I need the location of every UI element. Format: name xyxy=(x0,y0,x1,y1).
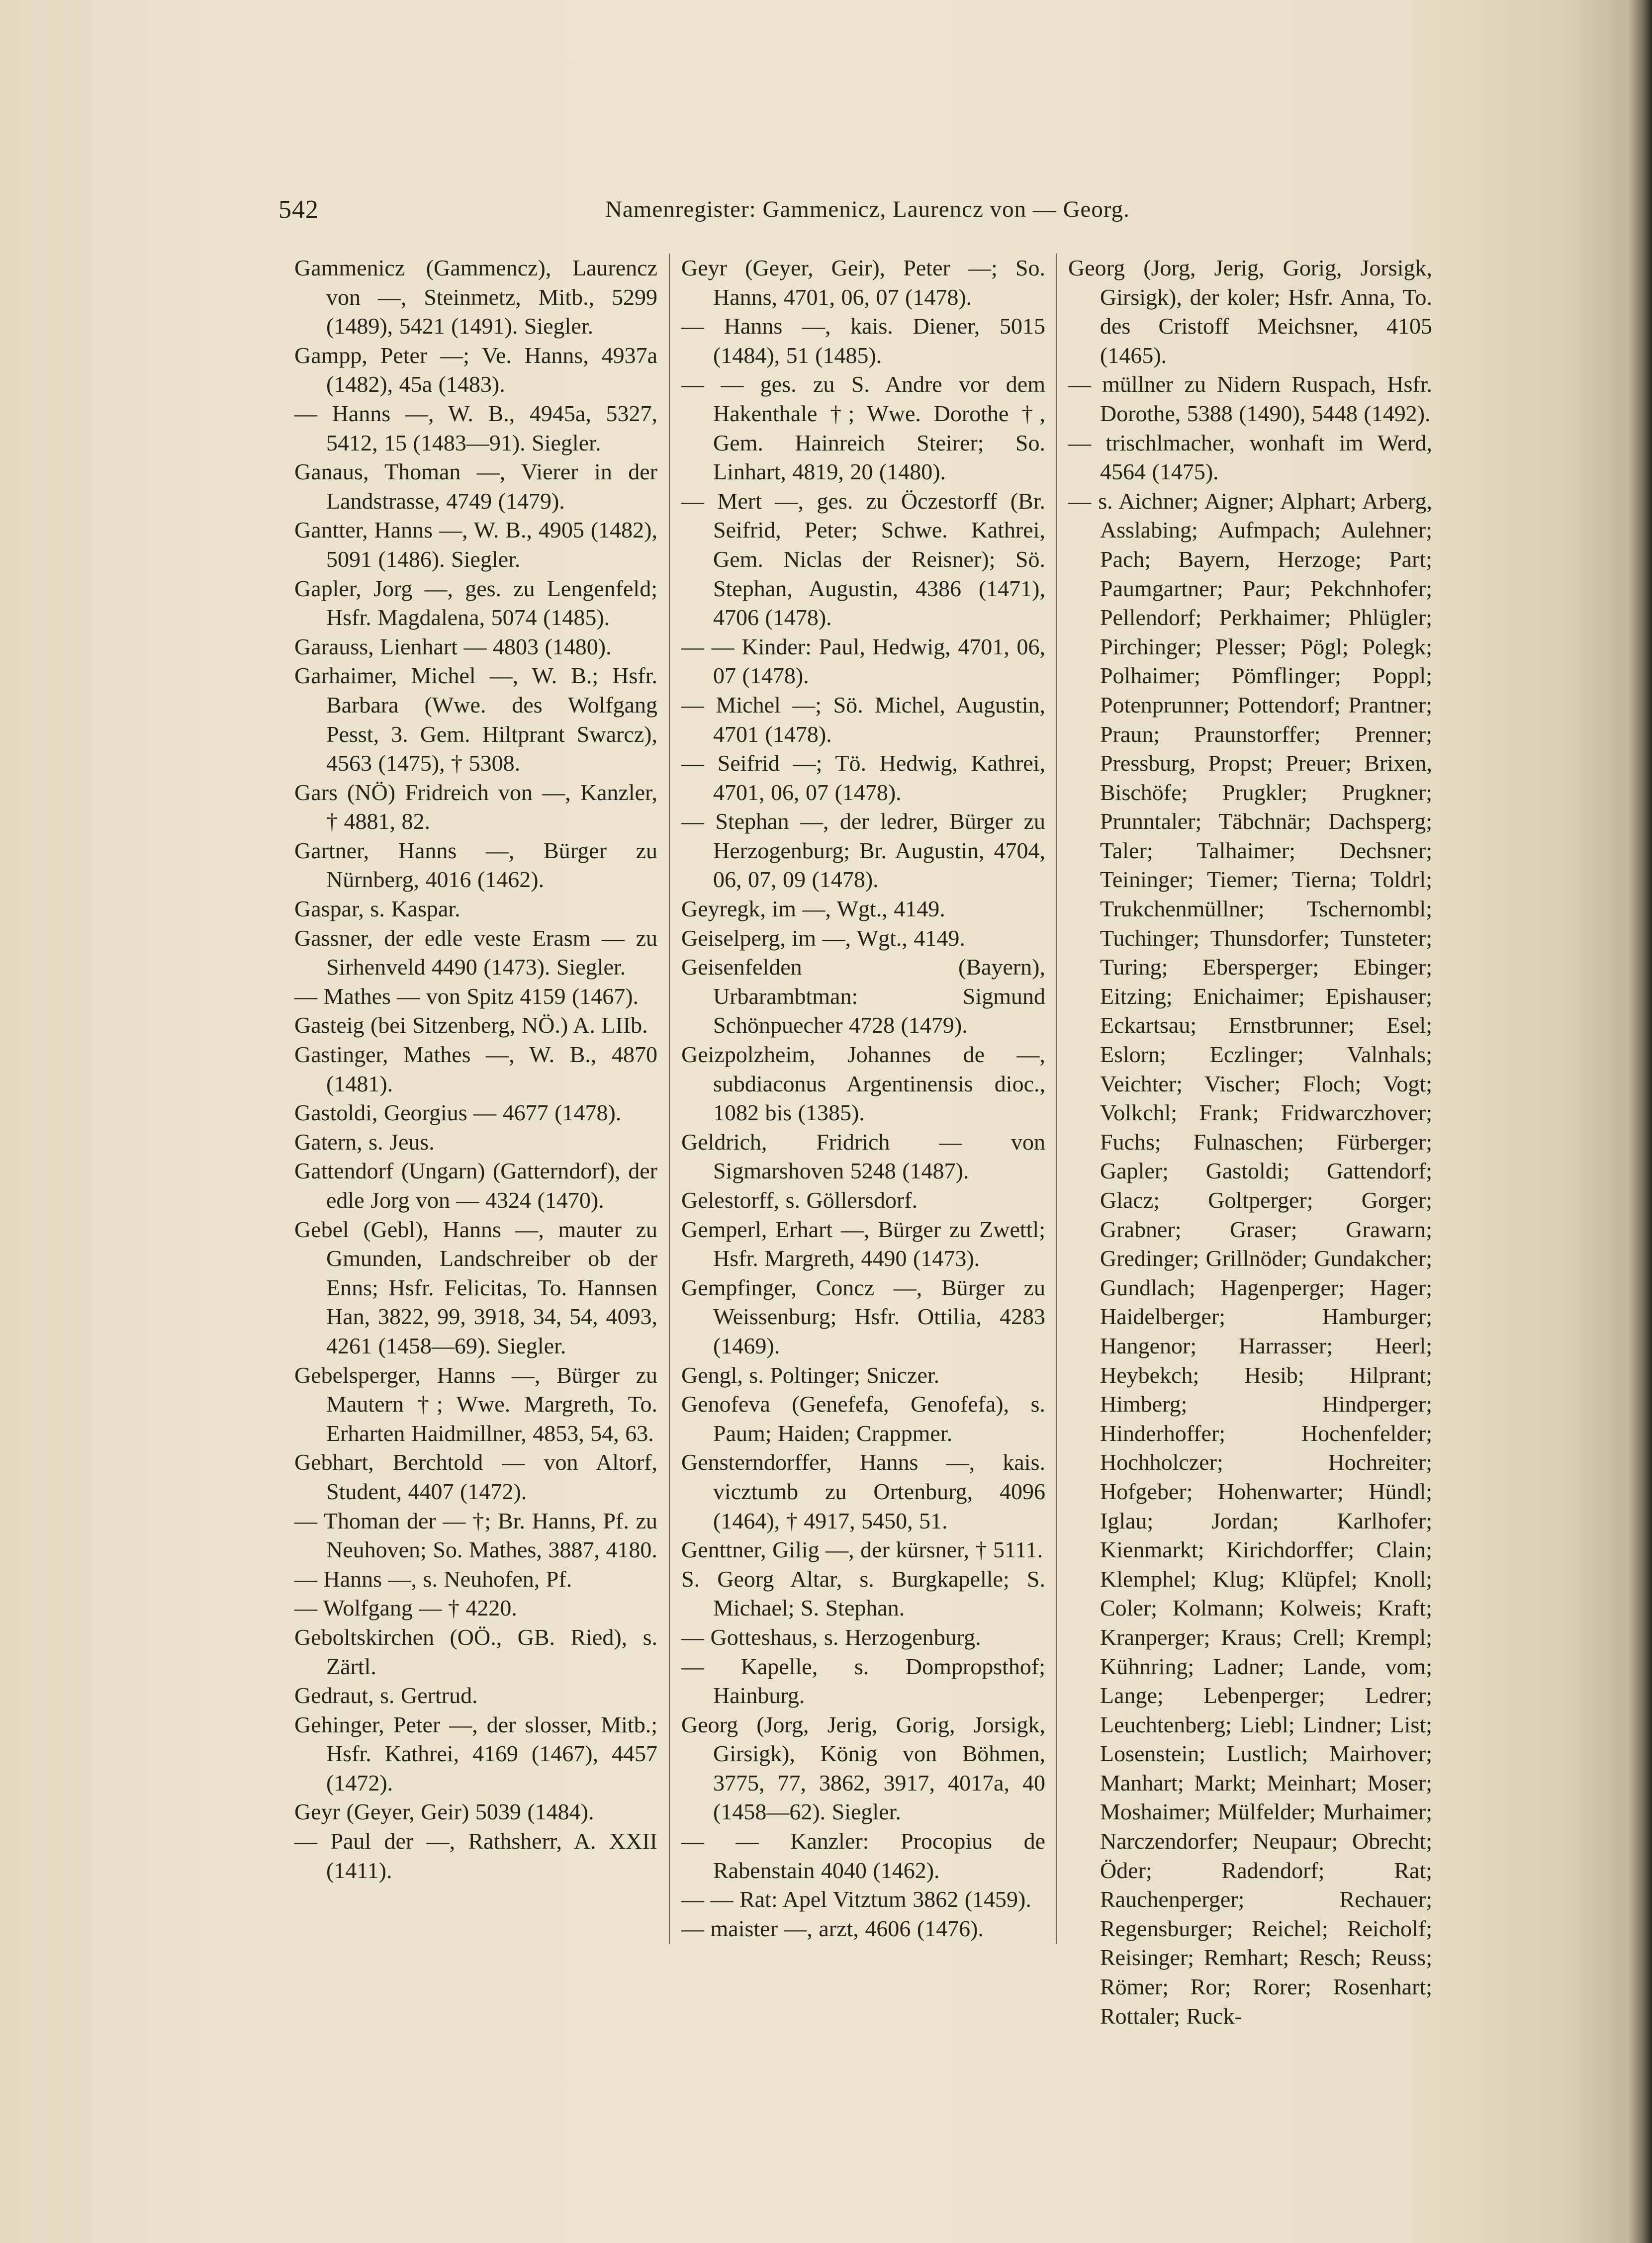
index-entry: Genofeva (Genefefa, Genofefa), s. Paum; Haiden; Crappmer. xyxy=(681,1391,1045,1446)
index-entry: — maister —, arzt, 4606 (1476). xyxy=(681,1915,984,1941)
index-entry: — Kapelle, s. Dompropsthof; Hainburg. xyxy=(681,1653,1045,1708)
index-entry: Georg (Jorg, Jerig, Gorig, Jorsigk, Girsigk), König von Böhmen, 3775, 77, 3862, 3917, 4017a, 40 (1458—62). Siegler. xyxy=(681,1711,1045,1825)
index-entry: — — ges. zu S. Andre vor dem Hakenthale †; Wwe. Dorothe †, Gem. Hainreich Steirer; So. Linhart, 4819, 20 (1480). xyxy=(681,371,1045,485)
index-entry: Gapler, Jorg —, ges. zu Lengenfeld; Hsfr. Magdalena, 5074 (1485). xyxy=(294,575,657,630)
index-entry: Gasteig (bei Sitzenberg, NÖ.) A. LIIb. xyxy=(294,1012,648,1038)
page-number: 542 xyxy=(278,195,319,224)
column-2 xyxy=(681,254,1045,1943)
index-entry: — Paul der —, Rathsherr, A. XXII (1411). xyxy=(294,1828,657,1883)
index-entry: Geyr (Geyer, Geir) 5039 (1484). xyxy=(294,1799,594,1825)
index-entry: Gastinger, Mathes —, W. B., 4870 (1481). xyxy=(294,1042,657,1096)
index-entry: Gebelsperger, Hanns —, Bürger zu Mautern †; Wwe. Margreth, To. Erharten Haidmillner, 4853, 54, 63. xyxy=(294,1362,657,1446)
book-binding-edge xyxy=(1627,0,1652,2243)
index-entry: Gempfinger, Concz —, Bürger zu Weissenburg; Hsfr. Ottilia, 4283 (1469). xyxy=(681,1274,1045,1358)
column-1 xyxy=(294,254,657,1885)
index-entry: Gampp, Peter —; Ve. Hanns, 4937a (1482), 45a (1483). xyxy=(294,342,657,397)
index-entry: S. Georg Altar, s. Burgkapelle; S. Michael; S. Stephan. xyxy=(681,1566,1045,1621)
index-entry: Gensterndorffer, Hanns —, kais. vicztumb zu Ortenburg, 4096 (1464), † 4917, 5450, 51. xyxy=(681,1449,1045,1533)
index-entry: — müllner zu Nidern Ruspach, Hsfr. Dorothe, 5388 (1490), 5448 (1492). xyxy=(1068,371,1432,426)
index-entry: Gatern, s. Jeus. xyxy=(294,1129,435,1155)
index-entry: — Hanns —, kais. Diener, 5015 (1484), 51 (1485). xyxy=(681,313,1045,368)
index-entry: — Thoman der — †; Br. Hanns, Pf. zu Neuhoven; So. Mathes, 3887, 4180. xyxy=(294,1508,657,1563)
column-rule xyxy=(669,254,670,1944)
index-entry: Gastoldi, Georgius — 4677 (1478). xyxy=(294,1100,622,1126)
index-entry: Gartner, Hanns —, Bürger zu Nürnberg, 4016 (1462). xyxy=(294,837,657,893)
page-header xyxy=(278,195,1174,240)
index-entry: — Mert —, ges. zu Öczestorff (Br. Seifrid, Peter; Schwe. Kathrei, Gem. Niclas der Reisner); Sö. Stephan, Augustin, 4386 (1471), 4706 (1478). xyxy=(681,488,1045,630)
index-entry: Georg (Jorg, Jerig, Gorig, Jorsigk, Girsigk), der koler; Hsfr. Anna, To. des Cristoff Meichsner, 4105 (1465). xyxy=(1068,255,1432,368)
index-entry: Gedraut, s. Gertrud. xyxy=(294,1683,478,1708)
index-entry: Geisenfelden (Bayern), Urbarambtman: Sigmund Schönpuecher 4728 (1479). xyxy=(681,954,1045,1038)
index-entry: Gemperl, Erhart —, Bürger zu Zwettl; Hsfr. Margreth, 4490 (1473). xyxy=(681,1216,1045,1271)
index-entry: Geboltskirchen (OÖ., GB. Ried), s. Zärtl. xyxy=(294,1624,657,1679)
index-entry: Geyr (Geyer, Geir), Peter —; So. Hanns, 4701, 06, 07 (1478). xyxy=(681,255,1045,310)
index-entry: — Michel —; Sö. Michel, Augustin, 4701 (1478). xyxy=(681,692,1045,747)
index-entry: Gammenicz (Gammencz), Laurencz von —, Steinmetz, Mitb., 5299 (1489), 5421 (1491). Siegler. xyxy=(294,255,657,339)
column-rule xyxy=(1056,254,1057,1944)
index-entry: Garhaimer, Michel —, W. B.; Hsfr. Barbara (Wwe. des Wolfgang Pesst, 3. Gem. Hiltprant Swarcz), 4563 (1475), † 5308. xyxy=(294,663,657,776)
index-entry: — Stephan —, der ledrer, Bürger zu Herzogenburg; Br. Augustin, 4704, 06, 07, 09 (1478). xyxy=(681,808,1045,893)
index-entry: — Seifrid —; Tö. Hedwig, Kathrei, 4701, 06, 07 (1478). xyxy=(681,750,1045,805)
index-entry: Geiselperg, im —, Wgt., 4149. xyxy=(681,925,965,951)
index-entry: Gebel (Gebl), Hanns —, mauter zu Gmunden, Landschreiber ob der Enns; Hsfr. Felicitas, To. Hannsen Han, 3822, 99, 3918, 34, 54, 4093, 4261 (1458—69). Siegler. xyxy=(294,1216,657,1358)
index-entry: — Mathes — von Spitz 4159 (1467). xyxy=(294,983,639,1009)
index-entry: Geyregk, im —, Wgt., 4149. xyxy=(681,896,945,922)
index-entry: Geldrich, Fridrich — von Sigmarshoven 5248 (1487). xyxy=(681,1129,1045,1184)
index-entry: Gebhart, Berchtold — von Altorf, Student, 4407 (1472). xyxy=(294,1449,657,1504)
index-entry: — — Kanzler: Procopius de Rabenstain 4040 (1462). xyxy=(681,1828,1045,1883)
index-entry: Gattendorf (Ungarn) (Gatterndorf), der edle Jorg von — 4324 (1470). xyxy=(294,1158,657,1213)
column-3 xyxy=(1068,254,1432,2031)
index-entry: Gantter, Hanns —, W. B., 4905 (1482), 5091 (1486). Siegler. xyxy=(294,517,657,572)
index-entry: Garauss, Lienhart — 4803 (1480). xyxy=(294,633,612,659)
index-entry: Gaspar, s. Kaspar. xyxy=(294,896,460,922)
index-entry: — Hanns —, s. Neuhofen, Pf. xyxy=(294,1566,572,1592)
index-entry: Gars (NÖ) Fridreich von —, Kanzler, † 4881, 82. xyxy=(294,779,657,834)
index-entry: Gassner, der edle veste Erasm — zu Sirhenveld 4490 (1473). Siegler. xyxy=(294,925,657,980)
index-entry: Gelestorff, s. Göllersdorf. xyxy=(681,1187,918,1213)
index-entry: — Gotteshaus, s. Herzogenburg. xyxy=(681,1624,981,1650)
index-entry: — Hanns —, W. B., 4945a, 5327, 5412, 15 (1483—91). Siegler. xyxy=(294,400,657,455)
index-entry: — — Kinder: Paul, Hedwig, 4701, 06, 07 (1478). xyxy=(681,633,1045,689)
index-entry: Gengl, s. Poltinger; Sniczer. xyxy=(681,1362,940,1388)
index-entry: Genttner, Gilig —, der kürsner, † 5111. xyxy=(681,1537,1043,1563)
index-entry: — trischlmacher, wonhaft im Werd, 4564 (1475). xyxy=(1068,430,1432,485)
running-title: Namenregister: Gammenicz, Laurencz von — Georg. xyxy=(605,196,1130,222)
index-entry: Geizpolzheim, Johannes de —, subdiaconus Argentinensis dioc., 1082 bis (1385). xyxy=(681,1042,1045,1126)
index-entry: Gehinger, Peter —, der slosser, Mitb.; Hsfr. Kathrei, 4169 (1467), 4457 (1472). xyxy=(294,1711,657,1795)
index-entry: Ganaus, Thoman —, Vierer in der Landstrasse, 4749 (1479). xyxy=(294,459,657,514)
index-entry: — — Rat: Apel Vitztum 3862 (1459). xyxy=(681,1886,1031,1912)
index-entry: — Wolfgang — † 4220. xyxy=(294,1595,517,1621)
index-entry: — s. Aichner; Aigner; Alphart; Arberg, Asslabing; Aufmpach; Aulehner; Pach; Bayern, Herzoge; Part; Paumgartner; Paur; Pekchnhofer; Pellendorf; Perkhaimer; Phlügler; Pirchinger; Plesser; Pögl; Polegk; Polhaimer; Pömflinger; Poppl; Potenprunner; Pottendorf; Prantner; Praun; Praunstorffer; Prenner; Pressburg, Propst; Preuer; Brixen, Bischöfe; Prugkler; Prugkner; Prunntaler; Täbchnär; Dachsperg; Taler; Talhaimer; Dechsner; Teininger; Tiemer; Tierna; Toldrl; Trukchenmüllner; Tschernombl; Tuchinger; Thunsdorfer; Tunsteter; Turing; Ebersperger; Ebinger; Eitzing; Enichaimer; Epishauser; Eckartsau; Ernstbrunner; Esel; Eslorn; Eczlinger; Valnhals; Veichter; Vischer; Floch; Vogt; Volkchl; Frank; Fridwarczhover; Fuchs; Fulnaschen; Fürberger; Gapler; Gastoldi; Gattendorf; Glacz; Goltperger; Gorger; Grabner; Graser; Grawarn; Gredinger; Grillnöder; Gundakcher; Gundlach; Hagenperger; Hager; Haidelberger; Hamburger; Hangenor; Harrasser; Heerl; Heybekch; Hesib; Hilprant; Himberg; Hindperger; Hinderhoffer; Hochenfelder; Hochholczer; Hochreiter; Hofgeber; Hohenwarter; Hündl; Iglau; Jordan; Karlhofer; Kienmarkt; Kirichdorffer; Clain; Klemphel; Klug; Klüpfel; Knoll; Coler; Kolmann; Kolweis; Kraft; Kranperger; Kraus; Crell; Krempl; Kühnring; Ladner; Lande, vom; Lange; Lebenperger; Ledrer; Leuchtenberg; Liebl; Lindner; List; Losenstein; Lustlich; Mairhover; Manhart; Markt; Meinhart; Moser; Moshaimer; Mülfelder; Murhaimer; Narczendorfer; Neupaur; Obrecht; Öder; Radendorf; Rat; Rauchenperger; Rechauer; Regensburger; Reichel; Reicholf; Reisinger; Remhart; Resch; Reuss; Römer; Ror; Rorer; Rosenhart; Rottaler; Ruck- xyxy=(1068,488,1432,2029)
